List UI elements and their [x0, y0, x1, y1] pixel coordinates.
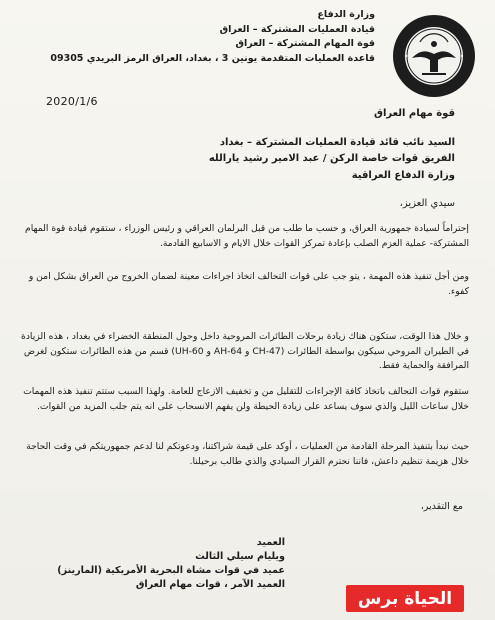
- sender-unit: قوة مهام العراق: [374, 108, 455, 119]
- recipient-line-2: الفريق قوات خاصة الركن / عبد الامير رشيد يارالله: [208, 153, 455, 164]
- recipient-line-3: وزارة الدفاع العراقية: [351, 169, 455, 181]
- body-paragraph-4: ستقوم قوات التحالف باتخاذ كافة الإجراءات للتقليل من و تخفيف الازعاج للعامة. ولهذا السبب ستتم تنفيذ هذه المهمات خلال ساعات الليل والذي سوف يساعد على زيادة الحيطة ولن يفهم الانسحاب على انه يتم جلب المزيد من القوات.: [23, 386, 469, 412]
- closing: مع التقدير،: [420, 501, 463, 512]
- recipient-block: [35, 106, 455, 184]
- signer-title-1: عميد في قوات مشاة البحرية الأمريكية (المارينز): [57, 565, 285, 576]
- letterhead: [50, 8, 375, 66]
- body-paragraph-1: إحتراماً لسيادة جمهورية العراق، و حسب ما طلب من قبل البرلمان العراقي و رئيس الوزراء ، ستقوم قيادة قوة المهام المشتركة- عملية العزم الصلب بإعادة تمركز القوات خلال الايام و الاسابيع القادمة.: [25, 223, 469, 249]
- signature-block: [45, 536, 285, 592]
- signer-title-2: العميد الآمر ، قوات مهام العراق: [135, 579, 285, 590]
- signer-name: ويليام سيلي الثالث: [195, 551, 285, 562]
- brand-watermark: الحياة برس: [346, 585, 464, 612]
- body-paragraph-2: ومن أجل تنفيذ هذه المهمة ، يتو جب على قوات التحالف اتخاذ اجراءات معينة لضمان الخروج من العراق بشكل امن و كفوء.: [28, 271, 469, 297]
- signer-rank: العميد: [256, 537, 285, 548]
- command-name: قيادة العمليات المشتركة – العراق: [219, 23, 375, 35]
- ministry-name: وزارة الدفاع: [317, 9, 375, 20]
- base-address: قاعدة العمليات المتقدمة يونين 3 ، بغداد، العراق الرمز البريدي 09305: [50, 52, 375, 64]
- salutation: سيدي العزيز،: [399, 198, 455, 209]
- department-of-defense-seal-icon: [392, 14, 476, 98]
- recipient-line-1: السيد نائب قائد قيادة العمليات المشتركة – بغداد: [219, 136, 455, 148]
- body-paragraph-5: حيث نبدأ بتنفيذ المرحلة القادمة من العمليات ، أوكد على قيمة شراكتنا، ودعوتكم لنا لدعم جمهوريتكم في وقت الحاجة خلال هزيمة تنظيم داعش، فاننا نحترم القرار السيادي والذي طالب برحيلنا.: [26, 441, 469, 467]
- task-force-name: قوة المهام المشتركة – العراق: [235, 38, 375, 49]
- letter-date: 2020/1/6: [46, 95, 98, 108]
- body-paragraph-3: و خلال هذا الوقت، ستكون هناك زيادة برحلات الطائرات المروحية داخل وحول المنطقة الخضراء في بغداد ، هذه الزيادة في الطيران المروحي سيكون بواسطة الطائرات (CH-47 و AH-64 و UH-60) قسم من هذه الطائرات ستكون لغرض المرافقة والحماية فقط.: [21, 331, 469, 371]
